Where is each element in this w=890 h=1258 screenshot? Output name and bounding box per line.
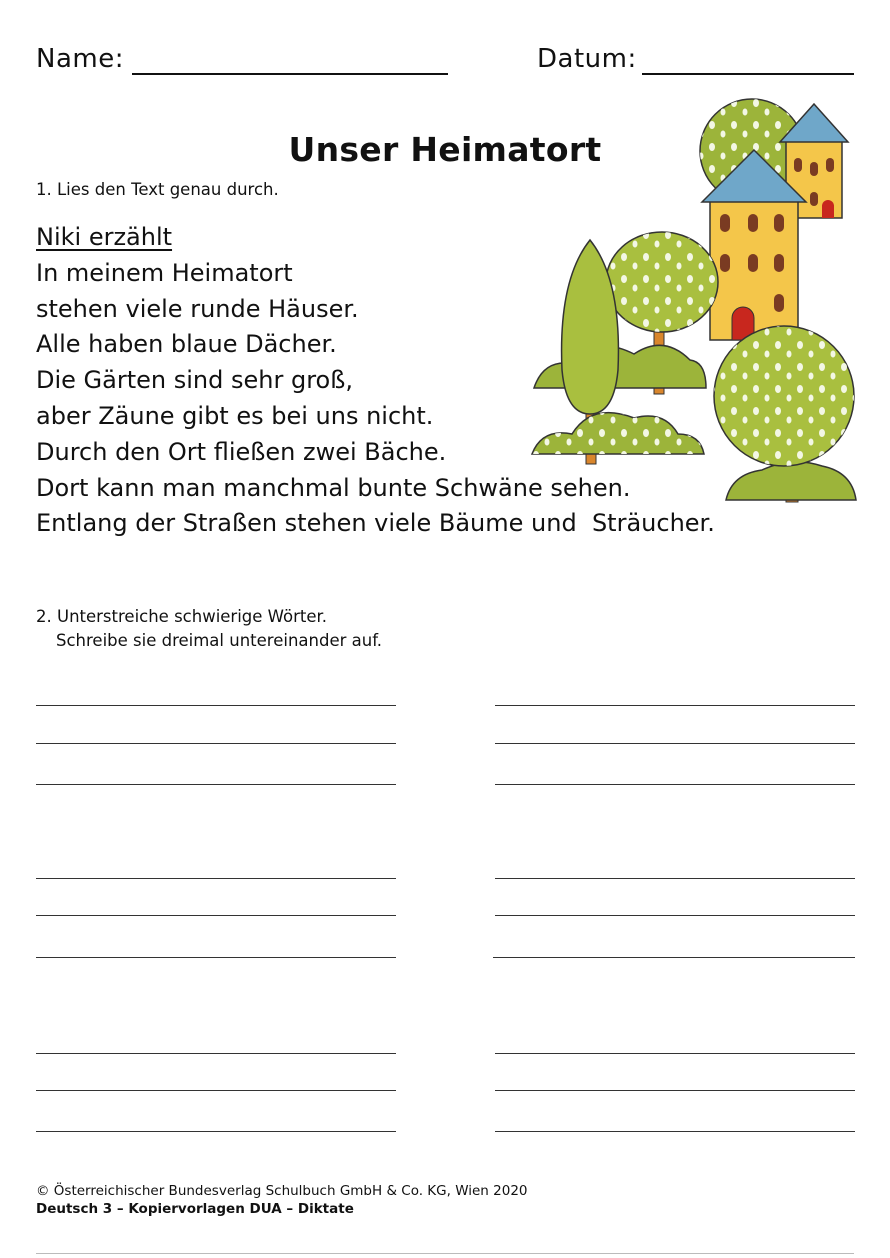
writing-line[interactable] — [36, 743, 396, 744]
story-line: Durch den Ort fließen zwei Bäche. — [36, 437, 447, 466]
task-2-instruction-line2: Schreibe sie dreimal untereinander auf. — [56, 631, 383, 650]
story-line: Entlang der Straßen stehen viele Bäume und Sträucher. — [36, 509, 715, 538]
writing-line[interactable] — [495, 705, 855, 706]
footer — [36, 1182, 528, 1218]
writing-line[interactable] — [36, 1053, 396, 1054]
writing-line[interactable] — [495, 1053, 855, 1054]
story-line: Dort kann man manchmal bunte Schwäne sehen. — [36, 473, 631, 502]
writing-line[interactable] — [36, 957, 396, 958]
writing-line[interactable] — [495, 743, 855, 744]
writing-line[interactable] — [495, 784, 855, 785]
name-label: Name: — [36, 44, 124, 74]
story-line: stehen viele runde Häuser. — [36, 294, 359, 323]
writing-line[interactable] — [495, 1090, 855, 1091]
writing-line[interactable] — [36, 1090, 396, 1091]
writing-line[interactable] — [36, 784, 396, 785]
writing-line[interactable] — [495, 915, 855, 916]
writing-line[interactable] — [36, 1131, 396, 1132]
story-line: aber Zäune gibt es bei uns nicht. — [36, 401, 434, 430]
story-line: Die Gärten sind sehr groß, — [36, 366, 353, 395]
writing-line[interactable] — [495, 878, 855, 879]
series-text: Deutsch 3 – Kopiervorlagen DUA – Diktate — [36, 1201, 354, 1217]
story-line: In meinem Heimatort — [36, 258, 293, 287]
writing-line[interactable] — [493, 957, 855, 958]
writing-line[interactable] — [495, 1131, 855, 1132]
story-line: Alle haben blaue Dächer. — [36, 330, 337, 359]
task-2-instruction: 2. Unterstreiche schwierige Wörter. — [36, 607, 328, 626]
task-1-instruction: 1. Lies den Text genau durch. — [36, 180, 279, 199]
town-houses-trees-icon — [530, 96, 860, 506]
page-title: Unser Heimatort — [288, 130, 602, 169]
date-label: Datum: — [537, 44, 637, 74]
bottom-divider — [36, 1253, 854, 1254]
writing-line[interactable] — [36, 705, 396, 706]
writing-line[interactable] — [36, 878, 396, 879]
story-heading: Niki erzählt — [36, 223, 173, 251]
name-field-line[interactable] — [132, 73, 448, 75]
date-field-line[interactable] — [642, 73, 854, 75]
copyright-text: © Österreichischer Bundesverlag Schulbuch GmbH & Co. KG, Wien 2020 — [36, 1183, 528, 1199]
writing-line[interactable] — [36, 915, 396, 916]
